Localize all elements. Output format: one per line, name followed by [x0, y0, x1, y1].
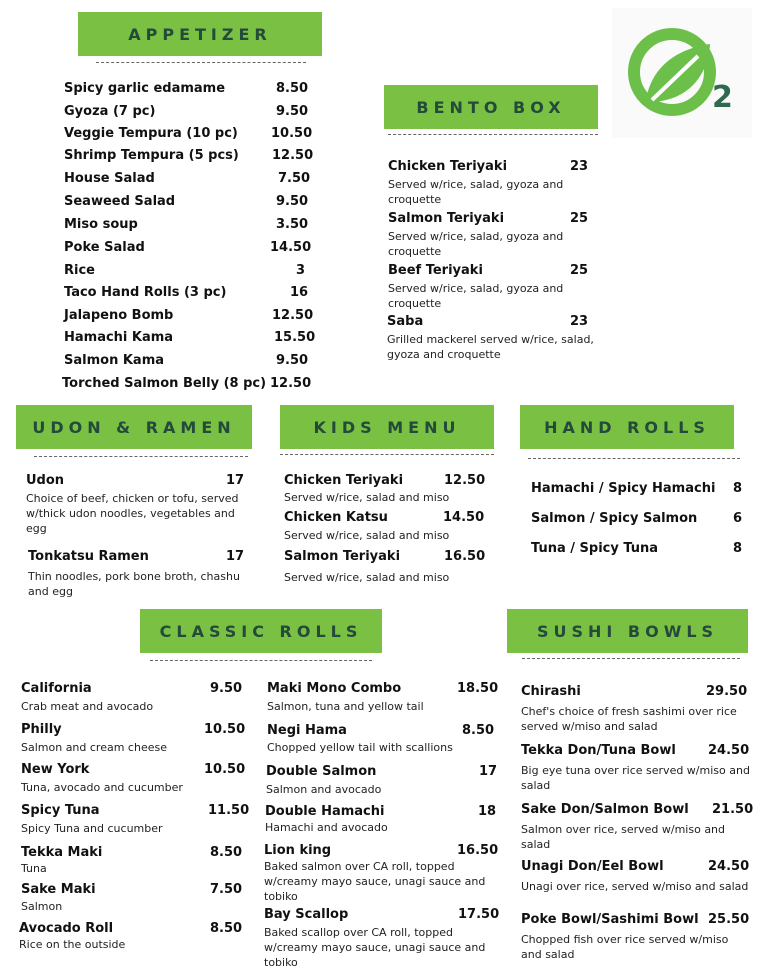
menu-item: California 9.50 Crab meat and avocado: [21, 681, 243, 713]
menu-item: Maki Mono Combo 18.50 Salmon, tuna and yellow tail: [267, 681, 499, 713]
divider: [96, 62, 306, 63]
divider: [34, 456, 248, 457]
menu-item: Philly 10.50 Salmon and cream cheese: [21, 722, 246, 754]
menu-item: Tekka Maki 8.50 Tuna: [21, 845, 243, 875]
banner-kids: KIDS MENU: [280, 405, 494, 449]
menu-item: Chicken Katsu 14.50 Served w/rice, salad and miso: [284, 510, 485, 542]
menu-item: Chicken Teriyaki 23 Served w/rice, salad, gyoza and croquette: [388, 159, 589, 206]
menu-item: Double Salmon 17 Salmon and avocado: [266, 764, 498, 796]
menu-item: Avocado Roll 8.50 Rice on the outside: [19, 921, 243, 951]
menu-item: Lion king 16.50 Baked salmon over CA roll, topped w/creamy mayo sauce, unagi sauce and tobiko: [264, 843, 499, 903]
divider: [388, 134, 598, 135]
menu-item: Poke Bowl/Sashimi Bowl 25.50 Chopped fish over rice served w/miso and salad: [521, 912, 750, 961]
divider: [280, 454, 494, 455]
menu-item: Unagi Don/Eel Bowl 24.50 Unagi over rice, served w/miso and salad: [521, 859, 750, 893]
menu-item: Spicy Tuna 11.50 Spicy Tuna and cucumber: [21, 803, 250, 835]
menu-item: Beef Teriyaki 25 Served w/rice, salad, gyoza and croquette: [388, 263, 589, 310]
menu-item: Chirashi 29.50 Chef's choice of fresh sashimi over rice served w/miso and salad: [521, 684, 748, 733]
menu-item: Tekka Don/Tuna Bowl 24.50 Big eye tuna over rice served w/miso and salad: [521, 743, 750, 792]
menu-item: Chicken Teriyaki 12.50 Served w/rice, salad and miso: [284, 473, 486, 504]
menu-item: Salmon Teriyaki 16.50 Served w/rice, salad and miso: [284, 549, 486, 584]
divider: [528, 458, 740, 459]
menu-item: New York 10.50 Tuna, avocado and cucumber: [21, 762, 246, 794]
menu-item: Sake Maki 7.50 Salmon: [21, 882, 243, 913]
menu-item: Tonkatsu Ramen 17 Thin noodles, pork bone broth, chashu and egg: [28, 549, 245, 598]
banner-udon: UDON & RAMEN: [16, 405, 252, 449]
leaf-icon: [612, 8, 752, 138]
menu-item: Sake Don/Salmon Bowl 21.50 Salmon over rice, served w/miso and salad: [521, 802, 754, 851]
menu-item: Saba 23 Grilled mackerel served w/rice, salad, gyoza and croquette: [387, 314, 594, 361]
divider: [522, 658, 740, 659]
menu-item: Udon 17 Choice of beef, chicken or tofu, served w/thick udon noodles, vegetables and egg: [26, 473, 245, 535]
banner-bento: BENTO BOX: [384, 85, 598, 129]
menu-item: Negi Hama 8.50 Chopped yellow tail with scallions: [267, 723, 495, 754]
menu-item: Bay Scallop 17.50 Baked scallop over CA roll, topped w/creamy mayo sauce, unagi sauce and tobiko: [264, 907, 500, 969]
banner-appetizer: APPETIZER: [78, 12, 322, 56]
banner-handrolls: HAND ROLLS: [520, 405, 734, 449]
menu-item: Double Hamachi 18 Hamachi and avocado: [265, 804, 497, 834]
logo: [612, 8, 752, 138]
divider: [150, 660, 372, 661]
logo-text: 2: [712, 80, 733, 115]
menu-item: Salmon Teriyaki 25 Served w/rice, salad, gyoza and croquette: [388, 211, 589, 258]
banner-classic: CLASSIC ROLLS: [140, 609, 382, 653]
banner-bowls: SUSHI BOWLS: [507, 609, 748, 653]
